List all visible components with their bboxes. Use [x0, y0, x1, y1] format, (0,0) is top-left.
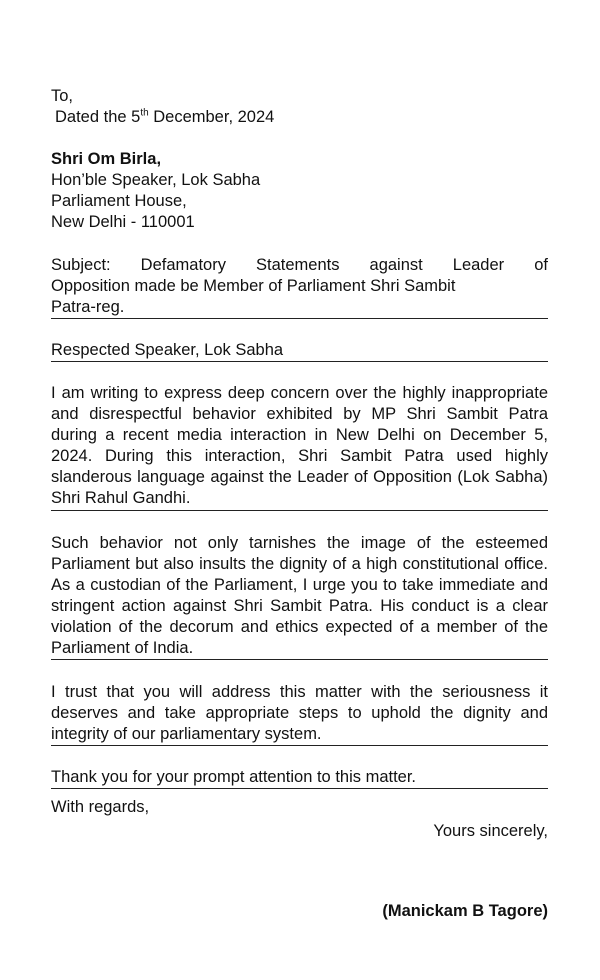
salutation: Respected Speaker, Lok Sabha: [51, 341, 284, 359]
to-line: To,: [51, 87, 74, 105]
recipient-address-line2: New Delhi - 110001: [51, 213, 195, 231]
subject-line2: Opposition made be Member of Parliament Shri Sambit: [51, 277, 456, 295]
recipient-address-line1: Parliament House,: [51, 192, 187, 210]
closing-line: Yours sincerely,: [433, 822, 548, 840]
date-line: [55, 107, 274, 128]
subject-line1: [51, 255, 548, 276]
date-prefix: Dated the 5: [55, 108, 141, 126]
paragraph-3: I trust that you will address this matter with the seriousness it deserves and take appropriate steps to uphold the dignity and integrity of our parliamentary system.: [51, 683, 548, 743]
signatory-name: (Manickam B Tagore): [382, 902, 548, 920]
subject-word: against: [369, 256, 423, 274]
salutation-underline: [51, 361, 548, 362]
paragraph-1-underline: [51, 510, 548, 511]
paragraph-3-underline: [51, 745, 548, 746]
subject-line3: Patra-reg.: [51, 298, 125, 316]
date-ordinal: th: [140, 107, 149, 119]
date-suffix: December, 2024: [148, 108, 275, 126]
paragraph-1: I am writing to express deep concern over the highly inappropriate and disrespectful behavior exhibited by MP Shri Sambit Patra during a recent media interaction in New Delhi on December 5, 2024. During this interaction, Shri Sambit Patra used highly slanderous language against the Leader of Opposition (Lok Sabha) Shri Rahul Gandhi.: [51, 384, 548, 507]
recipient-name: Shri Om Birla,: [51, 150, 162, 168]
recipient-title: Hon’ble Speaker, Lok Sabha: [51, 171, 261, 189]
thanks-line: Thank you for your prompt attention to this matter.: [51, 768, 417, 786]
regards-line: With regards,: [51, 798, 150, 816]
subject-word: of: [534, 256, 548, 274]
thanks-underline: [51, 788, 548, 789]
subject-word: Subject:: [51, 256, 111, 274]
paragraph-2-underline: [51, 659, 548, 660]
subject-word: Leader: [452, 256, 505, 274]
subject-word: Defamatory: [140, 256, 226, 274]
subject-underline: [51, 318, 548, 319]
paragraph-2: Such behavior not only tarnishes the image of the esteemed Parliament but also insults the dignity of a high constitutional office. As a custodian of the Parliament, I urge you to take immediate and stringent action against Shri Sambit Patra. His conduct is a clear violation of the decorum and ethics expected of a member of the Parliament of India.: [51, 534, 548, 657]
subject-word: Statements: [256, 256, 340, 274]
